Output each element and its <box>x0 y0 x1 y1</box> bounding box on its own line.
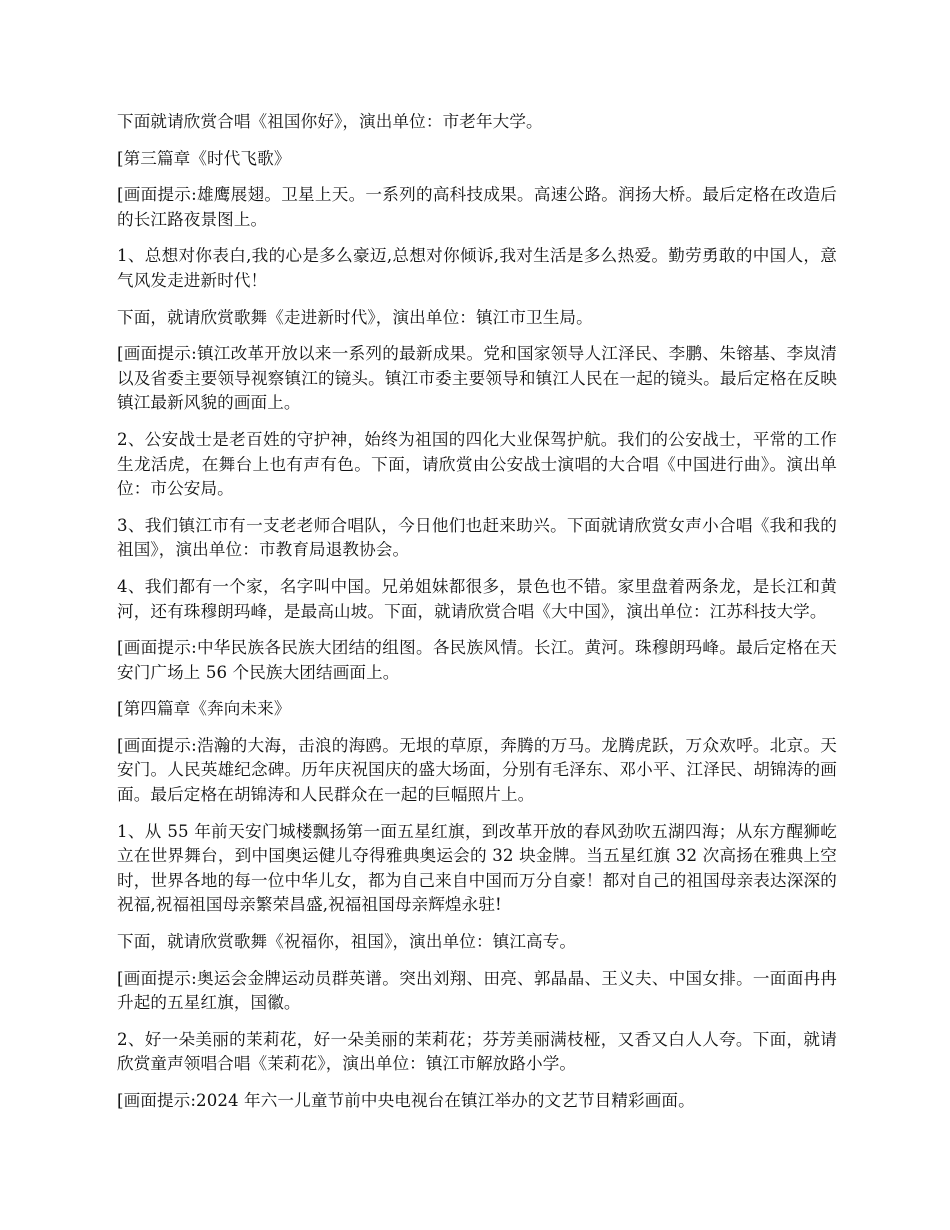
screen-cue-paragraph: [画面提示:2024 年六一儿童节前中央电视台在镇江举办的文艺节目精彩画面。 <box>117 1091 695 1110</box>
program-announcement: 下面，就请欣赏歌舞《祝福你，祖国》，演出单位：镇江高专。 <box>117 932 577 952</box>
document-body <box>117 110 837 1126</box>
narration-paragraph: 3、我们镇江市有一支老老师合唱队，今日他们也赶来助兴。下面就请欣赏女声小合唱《我和我的祖国》，演出单位：市教育局退教协会。 <box>117 515 837 560</box>
chapter-heading-4: [第四篇章《奔向未来》 <box>117 699 291 719</box>
screen-cue-paragraph: [画面提示:中华民族各民族大团结的组图。各民族风情。长江。黄河。珠穆朗玛峰。最后定格在天安门广场上 56 个民族大团结画面上。 <box>117 638 837 682</box>
screen-cue-paragraph: [画面提示:雄鹰展翅。卫星上天。一系列的高科技成果。高速公路。润扬大桥。最后定格在改造后的长江路夜景图上。 <box>117 185 837 229</box>
narration-paragraph: 1、从 55 年前天安门城楼飘扬第一面五星红旗，到改革开放的春风劲吹五湖四海；从东方醒狮屹立在世界舞台，到中国奥运健儿夺得雅典奥运会的 32 块金牌。当五星红旗 32 次高扬在雅典上空时，世界各地的每一位中华儿女，都为自己来自中国而万分自豪！都对自己的祖国母亲表达深深的祝福,祝福祖国母亲繁荣昌盛,祝福祖国母亲辉煌永驻! <box>117 821 837 915</box>
chapter-heading-3: [第三篇章《时代飞歌》 <box>117 148 291 168</box>
narration-paragraph: 1、总想对你表白,我的心是多么豪迈,总想对你倾诉,我对生活是多么热爱。勤劳勇敢的中国人，意气风发走进新时代！ <box>117 246 837 290</box>
narration-paragraph: 2、好一朵美丽的茉莉花，好一朵美丽的茉莉花；芬芳美丽满枝桠，又香又白人人夸。下面，就请欣赏童声领唱合唱《茉莉花》，演出单位：镇江市解放路小学。 <box>117 1029 837 1074</box>
screen-cue-paragraph: [画面提示:奥运会金牌运动员群英谱。突出刘翔、田亮、郭晶晶、王义夫、中国女排。一面面冉冉升起的五星红旗，国徽。 <box>117 968 837 1013</box>
paragraph-intro-choir: 下面就请欣赏合唱《祖国你好》，演出单位：市老年大学。 <box>117 112 543 131</box>
narration-paragraph: 2、公安战士是老百姓的守护神，始终为祖国的四化大业保驾护航。我们的公安战士，平常的工作生龙活虎，在舞台上也有声有色。下面，请欣赏由公安战士演唱的大合唱《中国进行曲》。演出单位：市公安局。 <box>117 429 837 499</box>
narration-paragraph: 4、我们都有一个家，名字叫中国。兄弟姐妹都很多，景色也不错。家里盘着两条龙，是长江和黄河，还有珠穆朗玛峰，是最高山坡。下面，就请欣赏合唱《大中国》，演出单位：江苏科技大学。 <box>117 576 837 621</box>
screen-cue-paragraph: [画面提示:镇江改革开放以来一系列的最新成果。党和国家领导人江泽民、李鹏、朱镕基、李岚清以及省委主要领导视察镇江的镜头。镇江市委主要领导和镇江人民在一起的镜头。最后定格在反映镇江最新风貌的画面上。 <box>117 344 837 413</box>
screen-cue-paragraph: [画面提示:浩瀚的大海，击浪的海鸥。无垠的草原，奔腾的万马。龙腾虎跃，万众欢呼。北京。天安门。人民英雄纪念碑。历年庆祝国庆的盛大场面，分别有毛泽东、邓小平、江泽民、胡锦涛的画面。最后定格在胡锦涛和人民群众在一起的巨幅照片上。 <box>117 735 837 805</box>
program-announcement: 下面，就请欣赏歌舞《走进新时代》，演出单位：镇江市卫生局。 <box>117 307 593 327</box>
